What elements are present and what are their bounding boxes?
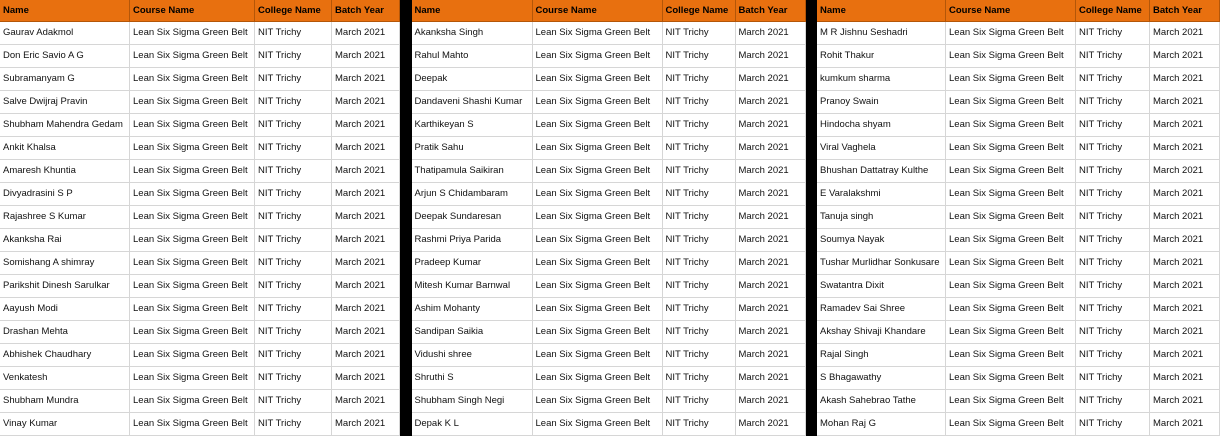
name-cell[interactable]: Ankit Khalsa — [0, 137, 130, 159]
table-row — [412, 91, 806, 114]
header-name[interactable]: Name — [817, 0, 946, 21]
table-row — [0, 390, 400, 413]
table-row — [817, 413, 1220, 436]
college-cell[interactable]: NIT Trichy — [255, 344, 332, 366]
college-cell[interactable]: NIT Trichy — [663, 229, 736, 251]
course-cell[interactable]: Lean Six Sigma Green Belt — [533, 68, 663, 90]
course-cell[interactable]: Lean Six Sigma Green Belt — [946, 367, 1076, 389]
header-batch-year[interactable]: Batch Year — [332, 0, 400, 21]
table-row — [412, 160, 806, 183]
name-cell[interactable]: Bhushan Dattatray Kulthe — [817, 160, 946, 182]
batch-cell[interactable]: March 2021 — [1150, 390, 1220, 412]
name-cell[interactable]: Akanksha Rai — [0, 229, 130, 251]
name-cell[interactable]: Subramanyam G — [0, 68, 130, 90]
course-cell[interactable]: Lean Six Sigma Green Belt — [533, 114, 663, 136]
batch-cell[interactable]: March 2021 — [332, 298, 400, 320]
college-cell[interactable]: NIT Trichy — [663, 137, 736, 159]
course-cell[interactable]: Lean Six Sigma Green Belt — [946, 321, 1076, 343]
table-row — [0, 114, 400, 137]
course-cell[interactable]: Lean Six Sigma Green Belt — [130, 275, 255, 297]
batch-cell[interactable]: March 2021 — [736, 298, 806, 320]
table-row — [412, 321, 806, 344]
batch-cell[interactable]: March 2021 — [1150, 413, 1220, 435]
name-cell[interactable]: Viral Vaghela — [817, 137, 946, 159]
table-row — [817, 252, 1220, 275]
batch-cell[interactable]: March 2021 — [736, 183, 806, 205]
college-cell[interactable]: NIT Trichy — [663, 206, 736, 228]
table-row — [817, 206, 1220, 229]
college-cell[interactable]: NIT Trichy — [663, 275, 736, 297]
course-cell[interactable]: Lean Six Sigma Green Belt — [130, 160, 255, 182]
course-cell[interactable]: Lean Six Sigma Green Belt — [130, 91, 255, 113]
table-block-3 — [817, 0, 1220, 436]
course-cell[interactable]: Lean Six Sigma Green Belt — [130, 183, 255, 205]
table-row — [412, 183, 806, 206]
course-cell[interactable]: Lean Six Sigma Green Belt — [946, 160, 1076, 182]
name-cell[interactable]: Rahul Mahto — [412, 45, 533, 67]
name-cell[interactable]: Shubham Mahendra Gedam — [0, 114, 130, 136]
header-course-name[interactable]: Course Name — [533, 0, 663, 21]
college-cell[interactable]: NIT Trichy — [1076, 137, 1150, 159]
header-course-name[interactable]: Course Name — [946, 0, 1076, 21]
header-row — [412, 0, 806, 22]
college-cell[interactable]: NIT Trichy — [1076, 413, 1150, 435]
course-cell[interactable]: Lean Six Sigma Green Belt — [946, 344, 1076, 366]
course-cell[interactable]: Lean Six Sigma Green Belt — [130, 367, 255, 389]
name-cell[interactable]: Ramadev Sai Shree — [817, 298, 946, 320]
course-cell[interactable]: Lean Six Sigma Green Belt — [946, 275, 1076, 297]
table-row — [0, 91, 400, 114]
header-name[interactable]: Name — [0, 0, 130, 21]
college-cell[interactable]: NIT Trichy — [1076, 114, 1150, 136]
header-college-name[interactable]: College Name — [663, 0, 736, 21]
batch-cell[interactable]: March 2021 — [1150, 298, 1220, 320]
column-separator — [806, 0, 818, 436]
table-row — [817, 160, 1220, 183]
table-row — [817, 298, 1220, 321]
course-cell[interactable]: Lean Six Sigma Green Belt — [533, 252, 663, 274]
batch-cell[interactable]: March 2021 — [736, 229, 806, 251]
college-cell[interactable]: NIT Trichy — [1076, 68, 1150, 90]
college-cell[interactable]: NIT Trichy — [1076, 206, 1150, 228]
college-cell[interactable]: NIT Trichy — [255, 367, 332, 389]
course-cell[interactable]: Lean Six Sigma Green Belt — [533, 321, 663, 343]
batch-cell[interactable]: March 2021 — [332, 68, 400, 90]
table-row — [412, 22, 806, 45]
college-cell[interactable]: NIT Trichy — [255, 275, 332, 297]
name-cell[interactable]: Parikshit Dinesh Sarulkar — [0, 275, 130, 297]
table-row — [817, 229, 1220, 252]
table-block-1 — [0, 0, 400, 436]
name-cell[interactable]: Akash Sahebrao Tathe — [817, 390, 946, 412]
header-row — [817, 0, 1220, 22]
batch-cell[interactable]: March 2021 — [332, 321, 400, 343]
college-cell[interactable]: NIT Trichy — [1076, 390, 1150, 412]
batch-cell[interactable]: March 2021 — [736, 344, 806, 366]
course-cell[interactable]: Lean Six Sigma Green Belt — [533, 344, 663, 366]
batch-cell[interactable]: March 2021 — [736, 160, 806, 182]
name-cell[interactable]: Drashan Mehta — [0, 321, 130, 343]
course-cell[interactable]: Lean Six Sigma Green Belt — [946, 298, 1076, 320]
table-row — [412, 137, 806, 160]
table-row — [817, 344, 1220, 367]
name-cell[interactable]: Somishang A shimray — [0, 252, 130, 274]
name-cell[interactable]: E Varalakshmi — [817, 183, 946, 205]
batch-cell[interactable]: March 2021 — [332, 229, 400, 251]
course-cell[interactable]: Lean Six Sigma Green Belt — [130, 229, 255, 251]
table-row — [0, 275, 400, 298]
course-cell[interactable]: Lean Six Sigma Green Belt — [946, 22, 1076, 44]
name-cell[interactable]: Mohan Raj G — [817, 413, 946, 435]
college-cell[interactable]: NIT Trichy — [663, 252, 736, 274]
batch-cell[interactable]: March 2021 — [736, 252, 806, 274]
college-cell[interactable]: NIT Trichy — [663, 183, 736, 205]
header-row — [0, 0, 400, 22]
college-cell[interactable]: NIT Trichy — [663, 160, 736, 182]
table-row — [0, 206, 400, 229]
batch-cell[interactable]: March 2021 — [1150, 22, 1220, 44]
course-cell[interactable]: Lean Six Sigma Green Belt — [130, 298, 255, 320]
name-cell[interactable]: M R Jishnu Seshadri — [817, 22, 946, 44]
table-row — [412, 367, 806, 390]
course-cell[interactable]: Lean Six Sigma Green Belt — [946, 45, 1076, 67]
table-row — [412, 252, 806, 275]
name-cell[interactable]: Rajashree S Kumar — [0, 206, 130, 228]
college-cell[interactable]: NIT Trichy — [663, 91, 736, 113]
name-cell[interactable]: Pranoy Swain — [817, 91, 946, 113]
name-cell[interactable]: Depak K L — [412, 413, 533, 435]
college-cell[interactable]: NIT Trichy — [663, 298, 736, 320]
course-cell[interactable]: Lean Six Sigma Green Belt — [533, 91, 663, 113]
table-row — [817, 367, 1220, 390]
table-row — [817, 114, 1220, 137]
course-cell[interactable]: Lean Six Sigma Green Belt — [130, 344, 255, 366]
table-row — [0, 344, 400, 367]
course-cell[interactable]: Lean Six Sigma Green Belt — [130, 206, 255, 228]
batch-cell[interactable]: March 2021 — [736, 22, 806, 44]
college-cell[interactable]: NIT Trichy — [255, 137, 332, 159]
college-cell[interactable]: NIT Trichy — [1076, 367, 1150, 389]
header-course-name[interactable]: Course Name — [130, 0, 255, 21]
batch-cell[interactable]: March 2021 — [1150, 321, 1220, 343]
name-cell[interactable]: Don Eric Savio A G — [0, 45, 130, 67]
batch-cell[interactable]: March 2021 — [332, 114, 400, 136]
name-cell[interactable]: Amaresh Khuntia — [0, 160, 130, 182]
name-cell[interactable]: Pratik Sahu — [412, 137, 533, 159]
name-cell[interactable]: Arjun S Chidambaram — [412, 183, 533, 205]
course-cell[interactable]: Lean Six Sigma Green Belt — [533, 206, 663, 228]
college-cell[interactable]: NIT Trichy — [255, 22, 332, 44]
college-cell[interactable]: NIT Trichy — [255, 252, 332, 274]
course-cell[interactable]: Lean Six Sigma Green Belt — [130, 252, 255, 274]
table-row — [412, 45, 806, 68]
table-row — [412, 390, 806, 413]
table-row — [817, 91, 1220, 114]
table-row — [0, 229, 400, 252]
name-cell[interactable]: S Bhagawathy — [817, 367, 946, 389]
batch-cell[interactable]: March 2021 — [1150, 275, 1220, 297]
college-cell[interactable]: NIT Trichy — [255, 390, 332, 412]
batch-cell[interactable]: March 2021 — [1150, 229, 1220, 251]
batch-cell[interactable]: March 2021 — [736, 91, 806, 113]
course-cell[interactable]: Lean Six Sigma Green Belt — [130, 321, 255, 343]
batch-cell[interactable]: March 2021 — [332, 45, 400, 67]
course-cell[interactable]: Lean Six Sigma Green Belt — [130, 68, 255, 90]
batch-cell[interactable]: March 2021 — [332, 91, 400, 113]
table-row — [412, 413, 806, 436]
batch-cell[interactable]: March 2021 — [1150, 91, 1220, 113]
course-cell[interactable]: Lean Six Sigma Green Belt — [946, 390, 1076, 412]
course-cell[interactable]: Lean Six Sigma Green Belt — [946, 413, 1076, 435]
header-batch-year[interactable]: Batch Year — [1150, 0, 1220, 21]
college-cell[interactable]: NIT Trichy — [255, 321, 332, 343]
name-cell[interactable]: Divyadrasini S P — [0, 183, 130, 205]
course-cell[interactable]: Lean Six Sigma Green Belt — [533, 390, 663, 412]
college-cell[interactable]: NIT Trichy — [255, 160, 332, 182]
header-college-name[interactable]: College Name — [1076, 0, 1150, 21]
batch-cell[interactable]: March 2021 — [332, 183, 400, 205]
name-cell[interactable]: Soumya Nayak — [817, 229, 946, 251]
course-cell[interactable]: Lean Six Sigma Green Belt — [533, 413, 663, 435]
name-cell[interactable]: Aayush Modi — [0, 298, 130, 320]
college-cell[interactable]: NIT Trichy — [1076, 91, 1150, 113]
college-cell[interactable]: NIT Trichy — [1076, 45, 1150, 67]
name-cell[interactable]: Shruthi S — [412, 367, 533, 389]
batch-cell[interactable]: March 2021 — [1150, 344, 1220, 366]
table-row — [412, 344, 806, 367]
batch-cell[interactable]: March 2021 — [332, 22, 400, 44]
course-cell[interactable]: Lean Six Sigma Green Belt — [533, 229, 663, 251]
name-cell[interactable]: Rohit Thakur — [817, 45, 946, 67]
course-cell[interactable]: Lean Six Sigma Green Belt — [533, 298, 663, 320]
batch-cell[interactable]: March 2021 — [332, 390, 400, 412]
college-cell[interactable]: NIT Trichy — [255, 298, 332, 320]
course-cell[interactable]: Lean Six Sigma Green Belt — [130, 45, 255, 67]
batch-cell[interactable]: March 2021 — [1150, 252, 1220, 274]
table-row — [0, 45, 400, 68]
college-cell[interactable]: NIT Trichy — [663, 413, 736, 435]
batch-cell[interactable]: March 2021 — [332, 252, 400, 274]
course-cell[interactable]: Lean Six Sigma Green Belt — [533, 367, 663, 389]
table-row — [0, 183, 400, 206]
course-cell[interactable]: Lean Six Sigma Green Belt — [946, 137, 1076, 159]
batch-cell[interactable]: March 2021 — [1150, 137, 1220, 159]
table-row — [817, 137, 1220, 160]
college-cell[interactable]: NIT Trichy — [255, 68, 332, 90]
course-cell[interactable]: Lean Six Sigma Green Belt — [946, 114, 1076, 136]
table-row — [0, 252, 400, 275]
table-row — [412, 68, 806, 91]
college-cell[interactable]: NIT Trichy — [663, 321, 736, 343]
college-cell[interactable]: NIT Trichy — [1076, 22, 1150, 44]
college-cell[interactable]: NIT Trichy — [255, 206, 332, 228]
batch-cell[interactable]: March 2021 — [736, 45, 806, 67]
name-cell[interactable]: Akanksha Singh — [412, 22, 533, 44]
column-separator — [400, 0, 412, 436]
college-cell[interactable]: NIT Trichy — [663, 45, 736, 67]
name-cell[interactable]: Vinay Kumar — [0, 413, 130, 435]
table-row — [412, 229, 806, 252]
college-cell[interactable]: NIT Trichy — [255, 114, 332, 136]
table-row — [412, 275, 806, 298]
name-cell[interactable]: Deepak — [412, 68, 533, 90]
college-cell[interactable]: NIT Trichy — [1076, 344, 1150, 366]
table-row — [0, 321, 400, 344]
college-cell[interactable]: NIT Trichy — [255, 229, 332, 251]
batch-cell[interactable]: March 2021 — [736, 68, 806, 90]
course-cell[interactable]: Lean Six Sigma Green Belt — [946, 183, 1076, 205]
course-cell[interactable]: Lean Six Sigma Green Belt — [946, 206, 1076, 228]
college-cell[interactable]: NIT Trichy — [663, 114, 736, 136]
batch-cell[interactable]: March 2021 — [332, 344, 400, 366]
college-cell[interactable]: NIT Trichy — [1076, 252, 1150, 274]
name-cell[interactable]: Rashmi Priya Parida — [412, 229, 533, 251]
name-cell[interactable]: Akshay Shivaji Khandare — [817, 321, 946, 343]
name-cell[interactable]: Karthikeyan S — [412, 114, 533, 136]
name-cell[interactable]: Sandipan Saikia — [412, 321, 533, 343]
batch-cell[interactable]: March 2021 — [1150, 367, 1220, 389]
course-cell[interactable]: Lean Six Sigma Green Belt — [946, 91, 1076, 113]
table-row — [0, 22, 400, 45]
course-cell[interactable]: Lean Six Sigma Green Belt — [533, 45, 663, 67]
name-cell[interactable]: Salve Dwijraj Pravin — [0, 91, 130, 113]
name-cell[interactable]: Abhishek Chaudhary — [0, 344, 130, 366]
name-cell[interactable]: Shubham Mundra — [0, 390, 130, 412]
college-cell[interactable]: NIT Trichy — [1076, 298, 1150, 320]
batch-cell[interactable]: March 2021 — [736, 367, 806, 389]
course-cell[interactable]: Lean Six Sigma Green Belt — [533, 160, 663, 182]
course-cell[interactable]: Lean Six Sigma Green Belt — [533, 137, 663, 159]
table-row — [817, 321, 1220, 344]
college-cell[interactable]: NIT Trichy — [663, 367, 736, 389]
college-cell[interactable]: NIT Trichy — [1076, 321, 1150, 343]
table-row — [412, 114, 806, 137]
course-cell[interactable]: Lean Six Sigma Green Belt — [533, 275, 663, 297]
name-cell[interactable]: Shubham Singh Negi — [412, 390, 533, 412]
batch-cell[interactable]: March 2021 — [1150, 160, 1220, 182]
batch-cell[interactable]: March 2021 — [332, 137, 400, 159]
table-row — [412, 298, 806, 321]
batch-cell[interactable]: March 2021 — [332, 275, 400, 297]
college-cell[interactable]: NIT Trichy — [663, 390, 736, 412]
college-cell[interactable]: NIT Trichy — [663, 68, 736, 90]
college-cell[interactable]: NIT Trichy — [1076, 160, 1150, 182]
table-row — [0, 160, 400, 183]
batch-cell[interactable]: March 2021 — [736, 114, 806, 136]
table-row — [0, 137, 400, 160]
name-cell[interactable]: Mitesh Kumar Barnwal — [412, 275, 533, 297]
batch-cell[interactable]: March 2021 — [736, 137, 806, 159]
name-cell[interactable]: Deepak Sundaresan — [412, 206, 533, 228]
course-cell[interactable]: Lean Six Sigma Green Belt — [946, 252, 1076, 274]
course-cell[interactable]: Lean Six Sigma Green Belt — [533, 183, 663, 205]
college-cell[interactable]: NIT Trichy — [663, 344, 736, 366]
college-cell[interactable]: NIT Trichy — [255, 183, 332, 205]
header-batch-year[interactable]: Batch Year — [736, 0, 806, 21]
table-row — [817, 390, 1220, 413]
batch-cell[interactable]: March 2021 — [1150, 114, 1220, 136]
name-cell[interactable]: Ashim Mohanty — [412, 298, 533, 320]
batch-cell[interactable]: March 2021 — [332, 413, 400, 435]
college-cell[interactable]: NIT Trichy — [255, 45, 332, 67]
table-row — [0, 413, 400, 436]
table-row — [0, 68, 400, 91]
header-college-name[interactable]: College Name — [255, 0, 332, 21]
batch-cell[interactable]: March 2021 — [332, 160, 400, 182]
course-cell[interactable]: Lean Six Sigma Green Belt — [533, 22, 663, 44]
name-cell[interactable]: Gaurav Adakmol — [0, 22, 130, 44]
name-cell[interactable]: Venkatesh — [0, 367, 130, 389]
batch-cell[interactable]: March 2021 — [736, 321, 806, 343]
batch-cell[interactable]: March 2021 — [1150, 183, 1220, 205]
course-cell[interactable]: Lean Six Sigma Green Belt — [130, 137, 255, 159]
batch-cell[interactable]: March 2021 — [736, 206, 806, 228]
batch-cell[interactable]: March 2021 — [1150, 68, 1220, 90]
course-cell[interactable]: Lean Six Sigma Green Belt — [130, 390, 255, 412]
batch-cell[interactable]: March 2021 — [736, 413, 806, 435]
table-row — [0, 367, 400, 390]
table-row — [817, 183, 1220, 206]
table-row — [0, 298, 400, 321]
name-cell[interactable]: kumkum sharma — [817, 68, 946, 90]
table-row — [817, 275, 1220, 298]
table-row — [817, 68, 1220, 91]
name-cell[interactable]: Swatantra Dixit — [817, 275, 946, 297]
batch-cell[interactable]: March 2021 — [332, 367, 400, 389]
batch-cell[interactable]: March 2021 — [736, 390, 806, 412]
batch-cell[interactable]: March 2021 — [332, 206, 400, 228]
name-cell[interactable]: Vidushi shree — [412, 344, 533, 366]
course-cell[interactable]: Lean Six Sigma Green Belt — [130, 22, 255, 44]
course-cell[interactable]: Lean Six Sigma Green Belt — [946, 229, 1076, 251]
course-cell[interactable]: Lean Six Sigma Green Belt — [130, 413, 255, 435]
college-cell[interactable]: NIT Trichy — [1076, 183, 1150, 205]
header-name[interactable]: Name — [412, 0, 533, 21]
college-cell[interactable]: NIT Trichy — [255, 91, 332, 113]
name-cell[interactable]: Pradeep Kumar — [412, 252, 533, 274]
college-cell[interactable]: NIT Trichy — [1076, 275, 1150, 297]
college-cell[interactable]: NIT Trichy — [1076, 229, 1150, 251]
table-block-2 — [412, 0, 806, 436]
batch-cell[interactable]: March 2021 — [1150, 45, 1220, 67]
table-row — [817, 45, 1220, 68]
name-cell[interactable]: Rajal Singh — [817, 344, 946, 366]
college-cell[interactable]: NIT Trichy — [663, 22, 736, 44]
name-cell[interactable]: Tushar Murlidhar Sonkusare — [817, 252, 946, 274]
name-cell[interactable]: Dandaveni Shashi Kumar — [412, 91, 533, 113]
batch-cell[interactable]: March 2021 — [736, 275, 806, 297]
college-cell[interactable]: NIT Trichy — [255, 413, 332, 435]
course-cell[interactable]: Lean Six Sigma Green Belt — [946, 68, 1076, 90]
name-cell[interactable]: Tanuja singh — [817, 206, 946, 228]
name-cell[interactable]: Thatipamula Saikiran — [412, 160, 533, 182]
table-row — [412, 206, 806, 229]
course-cell[interactable]: Lean Six Sigma Green Belt — [130, 114, 255, 136]
name-cell[interactable]: Hindocha shyam — [817, 114, 946, 136]
table-row — [817, 22, 1220, 45]
batch-cell[interactable]: March 2021 — [1150, 206, 1220, 228]
